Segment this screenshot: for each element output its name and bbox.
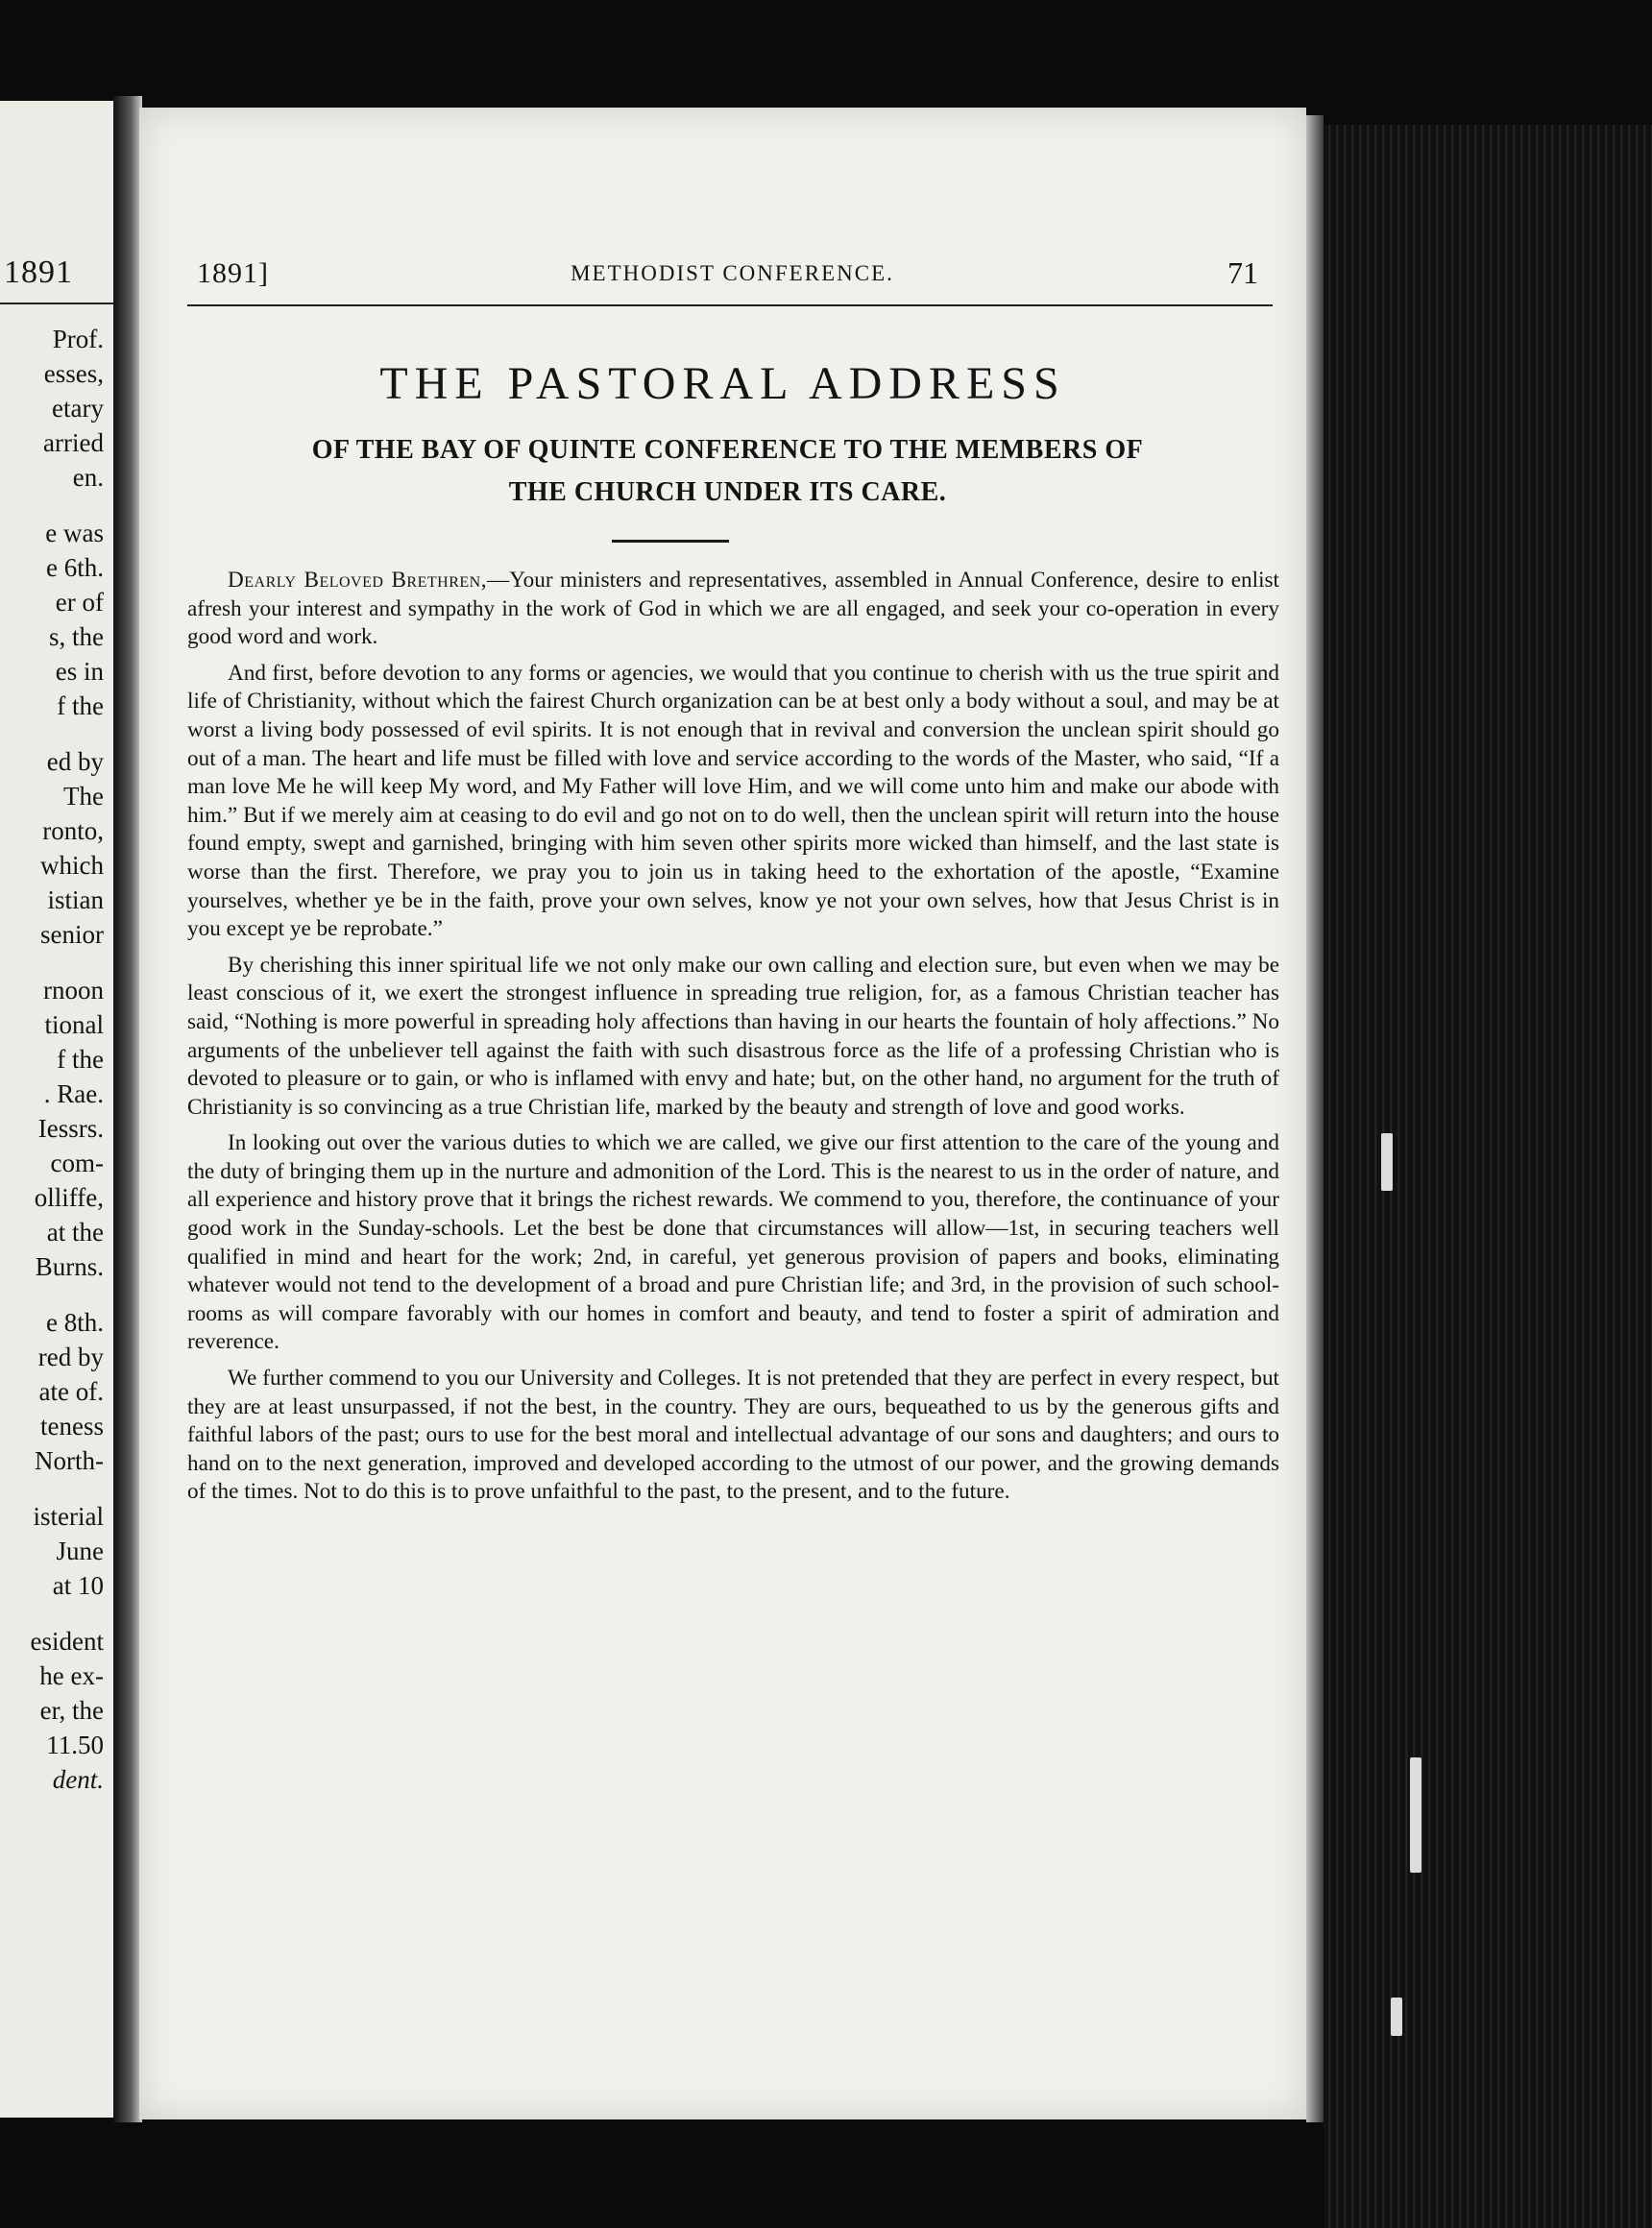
facing-page-line: at 10 — [52, 1571, 104, 1600]
line-gap — [31, 495, 104, 516]
facing-page-line: s, the — [49, 622, 104, 651]
facing-page-line: he ex- — [39, 1661, 104, 1690]
facing-page-line: en. — [72, 463, 104, 492]
facing-page-line: f the — [57, 1045, 104, 1074]
page-stack — [1324, 125, 1652, 2228]
header-rule — [187, 304, 1273, 306]
facing-page-line: The — [63, 782, 104, 811]
torn-page-fragment — [1391, 1998, 1402, 2036]
torn-page-fragment — [1381, 1133, 1393, 1191]
facing-page-line: Iessrs. — [37, 1114, 104, 1143]
facing-page-line: com- — [50, 1149, 104, 1177]
page-edge-shadow — [1306, 115, 1324, 2122]
line-gap — [31, 952, 104, 973]
facing-page-line: senior — [40, 920, 104, 949]
facing-page-line: esident — [30, 1627, 104, 1656]
facing-page-line: arried — [43, 428, 104, 457]
body-text — [187, 567, 1279, 1514]
line-gap — [31, 1603, 104, 1624]
running-head — [197, 252, 1268, 296]
torn-page-fragment — [1410, 1757, 1421, 1873]
facing-page-header: 1891 — [4, 254, 73, 290]
facing-page-left — [0, 101, 119, 2118]
paragraph: By cherishing this inner spiritual life we not only make our own calling and election sure, but even when we may be least conscious of it, we exert the strongest influence in spreading true religion, for, as a famous Christian teacher has said, “Nothing is more powerful in spreading holy affections than having in our hearts the fountain of holy affections.” No arguments of the unbeliever tell against the faith with such disastrous force as the life of a professing Christian who is devoted to pleasure or to gain, or who is inflamed with envy and hate; but, on the other hand, no argument for the truth of Christianity is so convincing as a true Christian life, marked by the beauty and strength of love and good works. — [187, 952, 1279, 1120]
facing-page-line: es in — [55, 657, 104, 686]
facing-page-line: at the — [46, 1218, 104, 1247]
paragraph: We further commend to you our University and Colleges. It is not pretended that they are perfect in every respect, but they are at least unsurpassed, if not the best, in the country. They are ours, bequeathed to us by the generous gifts and faithful labors of the past; ours to use for the best moral and intellectual advantage of our sons and daughters; and ours to hand on to the next generation, improved and developed according to the utmost of our power, and the growing demands of the times. Not to do this is to prove unfaithful to the past, to the present, and to the future. — [187, 1366, 1279, 1505]
facing-page-line: Prof. — [52, 325, 104, 353]
facing-page-line: isterial — [33, 1502, 104, 1531]
facing-page-line: June — [56, 1537, 104, 1565]
page-number: 71 — [1227, 255, 1258, 290]
facing-page-line: ronto, — [42, 816, 104, 845]
facing-page-line: e 8th. — [46, 1308, 104, 1337]
facing-page-line: 11.50 — [46, 1731, 104, 1759]
paragraph: In looking out over the various duties to which we are called, we give our first attention to the care of the young and the duty of bringing them up in the nurture and admonition of the Lord. This is the nearest to us in the order of nature, and all experience and history prove that it brings the richest rewards. We commend to you, therefore, the continuance of your good work in the Sunday-schools. Let the best be done that circumstances will allow—1st, in securing teachers well qualified in mind and heart for the work; 2nd, in careful, yet generous provision of papers and books, eliminating whatever would not tend to the development of a broad and pure Christian life; and 3rd, in the provision of such school-rooms as will compare favorably with our homes in comfort and beauty, and tend to foster a spirit of admiration and reverence. — [187, 1130, 1279, 1355]
facing-page-text — [31, 322, 104, 1797]
line-gap — [31, 723, 104, 744]
paragraph — [187, 567, 1279, 652]
facing-page-line: red by — [37, 1343, 104, 1371]
facing-page-line: etary — [52, 394, 104, 423]
main-page — [139, 108, 1306, 2119]
facing-page-line: which — [40, 851, 104, 880]
facing-page-line: . Rae. — [43, 1079, 104, 1108]
facing-page-line: ate of. — [38, 1377, 104, 1406]
facing-page-rule — [0, 303, 113, 304]
facing-page-line: esses, — [43, 359, 104, 388]
address-title: THE PASTORAL ADDRESS — [379, 358, 1066, 409]
address-subtitle — [178, 429, 1277, 514]
facing-page-line: e was — [45, 519, 104, 547]
facing-page-line: Burns. — [35, 1252, 104, 1281]
facing-page-line: teness — [40, 1412, 104, 1441]
salutation: Dearly Beloved Brethren, — [228, 568, 488, 593]
line-gap — [31, 1478, 104, 1499]
facing-page-line: er of — [55, 588, 104, 617]
paragraph: And first, before devotion to any forms or agencies, we would that you continue to cherish with us the true spirit and life of Christianity, without which the fairest Church organization can be at best only a body without a soul, and may be at worst a living body possessed of evil spirits. It is not enough that in revival and conversion the unclean spirit should go out of a man. The heart and life must be filled with love and service according to the words of the Master, who said, “If a man love Me he will keep My word, and My Father will love Him, and we will come unto him and make our abode with him.” But if we merely aim at ceasing to do evil and go not on to do well, then the unclean spirit will return into the house found empty, swept and garnished, bringing with him seven other spirits more wicked than himself, and the last state is worse than the first. Therefore, we pray you to join us in taking heed to the exhortation of the apostle, “Examine yourselves, whether ye be in the faith, prove your own selves, know ye not your own selves, how that Jesus Christ is in you except ye be reprobate.” — [187, 660, 1279, 942]
running-head-year: 1891] — [197, 257, 269, 289]
facing-page-line: North- — [35, 1446, 104, 1475]
line-gap — [31, 1284, 104, 1305]
facing-page-line: ed by — [46, 747, 104, 776]
facing-page-line: dent. — [52, 1765, 104, 1794]
facing-page-line: rnoon — [43, 976, 104, 1005]
book-gutter — [113, 96, 142, 2122]
facing-page-line: er, the — [39, 1696, 104, 1725]
facing-page-line: istian — [47, 885, 104, 914]
facing-page-line: e 6th. — [46, 553, 104, 582]
title-rule — [612, 540, 729, 543]
facing-page-line: f the — [57, 691, 104, 720]
facing-page-line: tional — [44, 1010, 104, 1039]
subtitle-line-1: OF THE BAY OF QUINTE CONFERENCE TO THE MEMBERS OF — [311, 435, 1144, 465]
facing-page-line: olliffe, — [34, 1183, 104, 1212]
paragraph-text: —Your ministers and representatives, assembled in Annual Conference, desire to enlist afresh your interest and sympathy in the work of God in which we are all engaged, and seek your co-operation in every good word and work. — [187, 568, 1280, 650]
running-head-title: METHODIST CONFERENCE. — [571, 261, 894, 285]
subtitle-line-2: THE CHURCH UNDER ITS CARE. — [508, 477, 947, 507]
